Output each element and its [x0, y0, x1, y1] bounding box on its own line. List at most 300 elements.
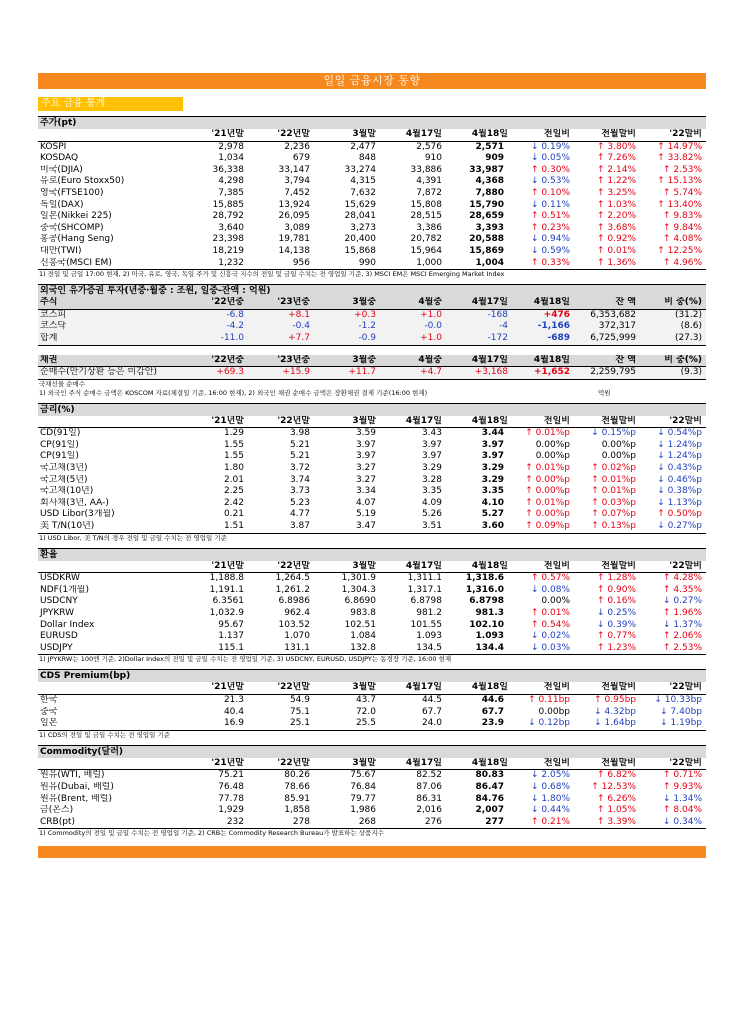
change-value: 0.00%: [541, 596, 570, 607]
cell-value: 7,632: [350, 187, 376, 198]
cell-value: -4: [499, 321, 508, 332]
row-label: 중국(SHCOMP): [40, 222, 104, 233]
column-header: '22년중: [178, 355, 244, 367]
change-value: ↑ 0.16%: [597, 596, 636, 607]
change-value: ↓ 0.12bp: [508, 718, 574, 730]
cell-value: 278: [244, 817, 310, 829]
row-label: 원유(WTI, 배럴): [40, 770, 105, 781]
table-row: [38, 521, 706, 533]
share-value: (8.6): [680, 321, 702, 332]
share-value: (31.2): [674, 309, 702, 320]
cell-value: -11.0: [178, 333, 244, 345]
column-header: '22말비: [640, 416, 706, 428]
cell-value: 4,368: [475, 176, 504, 187]
row-label: 대만(TWI): [40, 245, 82, 256]
column-header: 4월17일: [376, 416, 442, 428]
cell-value: 5.23: [289, 497, 310, 508]
cell-value: 1.55: [223, 439, 244, 450]
cell-value: 6.8798: [410, 596, 442, 607]
cell-value: 4,391: [416, 176, 442, 187]
column-header: 3월말: [310, 758, 376, 770]
column-header: [38, 682, 178, 694]
cell-value: 981.2: [416, 608, 442, 618]
cell-value: 7,872: [416, 187, 442, 198]
row-label: USD Libor(3개월): [40, 509, 115, 520]
cell-value: 67.7: [481, 706, 504, 717]
cell-value: 2,007: [475, 805, 504, 816]
cell-value: 2.42: [223, 497, 244, 508]
table-row: [38, 707, 706, 719]
cell-value: 4.10: [481, 497, 504, 508]
cell-value: 3.29: [481, 474, 504, 485]
row-label: 영국(FTSE100): [40, 187, 104, 198]
column-header: 3월중: [310, 297, 376, 309]
cell-value: 103.52: [278, 619, 310, 630]
cell-value: 3.43: [421, 428, 442, 439]
change-value: ↑ 0.33%: [508, 258, 574, 270]
row-label: 신흥국(MSCI EM): [38, 258, 178, 270]
row-label: USDJPY: [38, 643, 178, 655]
footer-bar: [38, 846, 706, 858]
column-header: '22년말: [244, 561, 310, 573]
cell-value: 15,790: [469, 199, 504, 210]
cell-value: 1.51: [178, 521, 244, 533]
change-value: ↑ 0.50%p: [657, 509, 702, 520]
cell-value: 15,868: [344, 245, 376, 256]
cell-value: 3.29: [481, 463, 504, 474]
foreign-header: 외국인 유가증권 투자(년중·월중 : 조원, 일중-잔액 : 억원): [38, 284, 706, 297]
cell-value: 2,576: [416, 141, 442, 152]
change-value: ↑ 1.96%: [663, 608, 702, 618]
cell-value: 3.97: [481, 439, 504, 450]
foreign-equity-table: [38, 297, 706, 345]
cell-value: 3,273: [350, 222, 376, 233]
cds-header: CDS Premium(bp): [38, 669, 706, 682]
change-value: ↓ 0.59%: [531, 245, 570, 256]
column-header: 4월18일: [508, 297, 574, 309]
cell-value: 15,964: [410, 245, 442, 256]
column-header: 4월18일: [442, 682, 508, 694]
cell-value: 5.27: [481, 509, 504, 520]
table-header-row: [38, 297, 706, 309]
cell-value: 75.67: [350, 770, 376, 781]
cell-value: 23.9: [442, 718, 508, 730]
change-value: ↓ 0.34%: [640, 817, 706, 829]
cell-value: 131.1: [244, 643, 310, 655]
table-row: [38, 165, 706, 177]
column-header: '21년말: [178, 682, 244, 694]
cell-value: 3.97: [481, 451, 504, 462]
balance-value: 6,353,682: [590, 309, 636, 320]
cell-value: 3.72: [289, 463, 310, 474]
change-value: ↓ 1.24%p: [657, 451, 702, 462]
cell-value: 101.55: [410, 619, 442, 630]
cds-table: [38, 682, 706, 730]
foreign-section: [38, 284, 706, 398]
column-header: 3월중: [310, 355, 376, 367]
change-value: ↑ 4.28%: [663, 573, 702, 584]
cell-value: 1,317.1: [407, 584, 442, 595]
share-value: (27.3): [640, 333, 706, 345]
cell-value: 3.29: [421, 463, 442, 474]
cell-value: 44.6: [481, 694, 504, 705]
cell-value: 1,318.6: [465, 573, 504, 584]
cell-value: 75.1: [289, 706, 310, 717]
stocks-section: [38, 116, 706, 279]
change-value: ↓ 0.94%: [531, 234, 570, 245]
change-value: ↑ 0.51%: [531, 211, 570, 222]
change-value: ↑ 2.53%: [663, 164, 702, 175]
change-value: ↑ 9.93%: [663, 781, 702, 792]
change-value: ↑ 0.30%: [531, 164, 570, 175]
cell-value: 232: [178, 817, 244, 829]
change-value: ↑ 9.83%: [663, 211, 702, 222]
cell-value: 36,338: [212, 164, 244, 175]
table-row: [38, 573, 706, 585]
row-label: KOSDAQ: [40, 153, 79, 164]
table-row: [38, 620, 706, 632]
cell-value: 15,885: [212, 199, 244, 210]
report-title: 일일 금융시장 동향: [38, 73, 706, 89]
cell-value: 82.52: [416, 770, 442, 781]
cell-value: 2,477: [350, 141, 376, 152]
column-header: 전월말비: [574, 416, 640, 428]
row-label: 독일(DAX): [40, 199, 84, 210]
commodity-section: [38, 745, 706, 839]
column-header: '21년말: [178, 129, 244, 141]
cell-value: 1.29: [223, 428, 244, 439]
row-label: 일본: [38, 718, 178, 730]
change-value: ↑ 0.77%: [597, 631, 636, 642]
change-value: ↓ 0.54%p: [657, 428, 702, 439]
cell-value: 16.9: [178, 718, 244, 730]
cell-value: 7,452: [284, 187, 310, 198]
cell-value: 3.98: [289, 428, 310, 439]
row-label: 한국: [40, 694, 58, 705]
column-header: '22년중: [178, 297, 244, 309]
cell-value: 3.97: [421, 451, 442, 462]
change-value: ↑ 1.36%: [574, 258, 640, 270]
column-header: '22말비: [640, 129, 706, 141]
table-row: [38, 608, 706, 620]
cell-value: 15,869: [469, 245, 504, 256]
cell-value: 6.8690: [344, 596, 376, 607]
table-row: [38, 188, 706, 200]
change-value: ↑ 3.25%: [597, 187, 636, 198]
change-value: ↑ 2.53%: [640, 643, 706, 655]
change-value: ↑ 6.82%: [597, 770, 636, 781]
cell-value: 3.47: [310, 521, 376, 533]
cell-value: 15,629: [344, 199, 376, 210]
cell-value: +15.9: [244, 367, 310, 380]
cell-value: 20,782: [410, 234, 442, 245]
change-value: ↓ 1.37%: [663, 619, 702, 630]
change-value: ↑ 0.01%p: [525, 428, 570, 439]
cell-value: 1.084: [350, 631, 376, 642]
cell-value: 3.34: [355, 486, 376, 497]
cell-value: 15,808: [410, 199, 442, 210]
column-header: 3월말: [310, 561, 376, 573]
column-header: 4월17일: [376, 682, 442, 694]
change-value: ↓ 0.44%: [531, 805, 570, 816]
row-label: NDF(1개월): [40, 584, 89, 595]
column-header: 4월중: [376, 297, 442, 309]
cell-value: 115.1: [178, 643, 244, 655]
column-header: '21년말: [178, 561, 244, 573]
change-value: ↑ 0.00%p: [525, 486, 570, 497]
change-value: ↓ 2.05%: [531, 770, 570, 781]
table-row: [38, 585, 706, 597]
cell-value: +1.0: [376, 333, 442, 345]
change-value: ↓ 7.40bp: [660, 706, 702, 717]
cell-value: +1,652: [508, 367, 574, 380]
cell-value: 67.7: [421, 706, 442, 717]
foreign-bond-table: [38, 355, 706, 380]
cell-value: 28,041: [344, 211, 376, 222]
column-header: 전일비: [508, 561, 574, 573]
table-row: [38, 805, 706, 817]
column-header: 4월17일: [376, 561, 442, 573]
row-label: CP(91일): [40, 439, 79, 450]
change-value: ↓ 0.03%: [508, 643, 574, 655]
column-header: '21년말: [178, 758, 244, 770]
change-value: ↑ 0.13%p: [574, 521, 640, 533]
cell-value: 6.3561: [212, 596, 244, 607]
column-header: 3월말: [310, 129, 376, 141]
table-row: [38, 451, 706, 463]
column-header: '23년중: [244, 355, 310, 367]
change-value: ↓ 0.68%: [531, 781, 570, 792]
cell-value: 95.67: [218, 619, 244, 630]
change-value: ↑ 6.26%: [597, 793, 636, 804]
cell-value: +69.3: [178, 367, 244, 380]
cell-value: 1.093: [475, 631, 504, 642]
change-value: ↑ 0.01%: [597, 245, 636, 256]
cell-value: 87.06: [416, 781, 442, 792]
table-row: [38, 200, 706, 212]
table-row: [38, 794, 706, 806]
column-header: '22년말: [244, 129, 310, 141]
change-value: 0.00%p: [535, 439, 570, 450]
fx-header: 환율: [38, 548, 706, 561]
cell-value: 40.4: [223, 706, 244, 717]
cell-value: 5.21: [289, 451, 310, 462]
change-value: 0.00%p: [601, 439, 636, 450]
cell-value: -168: [487, 309, 508, 320]
change-value: ↓ 1.19bp: [640, 718, 706, 730]
rates-section: [38, 403, 706, 543]
table-row: [38, 770, 706, 782]
cell-value: 1,191.1: [209, 584, 244, 595]
cell-value: 1.137: [218, 631, 244, 642]
row-label: 코스닥: [40, 321, 67, 332]
cell-value: 276: [376, 817, 442, 829]
cell-value: 3,794: [284, 176, 310, 187]
cell-value: 6.8986: [278, 596, 310, 607]
change-value: ↑ 1.03%: [597, 199, 636, 210]
cell-value: 1,264.5: [275, 573, 310, 584]
column-header: 3월말: [310, 682, 376, 694]
table-row: [38, 475, 706, 487]
cell-value: 26,095: [278, 211, 310, 222]
row-label: 중국: [40, 706, 58, 717]
column-header: 4월18일: [442, 561, 508, 573]
commodity-table: [38, 758, 706, 830]
cell-value: -689: [508, 333, 574, 345]
cell-value: 1,304.3: [341, 584, 376, 595]
cell-value: 5.21: [289, 439, 310, 450]
column-header: 전일비: [508, 682, 574, 694]
cell-value: 1,261.2: [275, 584, 310, 595]
change-value: ↑ 0.54%: [531, 619, 570, 630]
change-value: ↑ 0.01%p: [591, 486, 636, 497]
change-value: ↑ 13.40%: [657, 199, 702, 210]
table-row: [38, 428, 706, 440]
column-header: 전월말비: [574, 758, 640, 770]
table-row: [38, 718, 706, 730]
table-row: [38, 631, 706, 643]
column-header: '22말비: [640, 682, 706, 694]
change-value: ↓ 0.11%: [531, 199, 570, 210]
cell-value: 1,311.1: [407, 573, 442, 584]
change-value: ↑ 0.57%: [531, 573, 570, 584]
row-label: 순매수(만기상환 등은 미감안): [38, 367, 178, 380]
cell-value: 1,000: [376, 258, 442, 270]
cell-value: 990: [310, 258, 376, 270]
cell-value: -1,166: [537, 321, 570, 332]
cell-value: 956: [244, 258, 310, 270]
report-page: [38, 73, 706, 858]
cell-value: 33,147: [278, 164, 310, 175]
cell-value: +476: [543, 309, 570, 320]
cell-value: +8.1: [288, 309, 310, 320]
column-header: 4월18일: [442, 416, 508, 428]
row-label: 국고채(3년): [40, 463, 88, 474]
row-label: 금(온스): [40, 805, 74, 816]
change-value: ↓ 10.33bp: [654, 694, 702, 705]
cell-value: 134.5: [376, 643, 442, 655]
cell-value: 3.97: [421, 439, 442, 450]
row-label: 美 T/N(10년): [38, 521, 178, 533]
cell-value: 1,004: [442, 258, 508, 270]
cell-value: 80.83: [475, 770, 504, 781]
change-value: ↑ 4.08%: [663, 234, 702, 245]
column-header: '21년말: [178, 416, 244, 428]
change-value: ↑ 0.09%p: [508, 521, 574, 533]
table-header-row: [38, 758, 706, 770]
cell-value: +3,168: [442, 367, 508, 380]
change-value: ↓ 1.64bp: [574, 718, 640, 730]
cell-value: 28,792: [212, 211, 244, 222]
cell-value: 1,301.9: [341, 573, 376, 584]
column-header: 잔 액: [574, 297, 640, 309]
cell-value: 102.51: [344, 619, 376, 630]
column-header: 4월17일: [376, 129, 442, 141]
change-value: ↑ 4.96%: [640, 258, 706, 270]
cell-value: 21.3: [223, 694, 244, 705]
change-value: ↓ 0.27%p: [640, 521, 706, 533]
cell-value: 3.97: [355, 439, 376, 450]
cell-value: 2,016: [416, 805, 442, 816]
cell-value: 102.10: [469, 619, 504, 630]
cell-value: 4.77: [289, 509, 310, 520]
row-label: EURUSD: [40, 631, 78, 642]
change-value: ↑ 2.06%: [663, 631, 702, 642]
table-row: [38, 309, 706, 321]
table-header-row: [38, 129, 706, 141]
cell-value: 2.01: [223, 474, 244, 485]
change-value: ↑ 7.26%: [597, 153, 636, 164]
column-header: 4월중: [376, 355, 442, 367]
foreign-note: [38, 389, 706, 398]
cell-value: 44.5: [421, 694, 442, 705]
rates-table: [38, 416, 706, 534]
column-header: 4월17일: [442, 355, 508, 367]
change-value: ↑ 15.13%: [657, 176, 702, 187]
cell-value: 14,138: [278, 245, 310, 256]
cell-value: 20,588: [469, 234, 504, 245]
column-header: 전일비: [508, 758, 574, 770]
cell-value: 72.0: [355, 706, 376, 717]
column-header: '22년말: [244, 416, 310, 428]
column-header: '23년중: [244, 297, 310, 309]
table-row: [38, 258, 706, 270]
column-header: 잔 액: [574, 355, 640, 367]
cell-value: +0.3: [354, 309, 376, 320]
cds-note: 1) CDS의 전일 및 금일 수치는 전 영업일 기준: [39, 730, 171, 739]
cell-value: 2,978: [218, 141, 244, 152]
column-header: 전일비: [508, 416, 574, 428]
change-value: ↑ 3.80%: [597, 141, 636, 152]
change-value: ↓ 1.34%: [663, 793, 702, 804]
cell-value: 6.8798: [469, 596, 504, 607]
table-row: [38, 246, 706, 258]
cell-value: 679: [292, 153, 310, 164]
rates-header: 금리(%): [38, 403, 706, 416]
cell-value: 134.4: [442, 643, 508, 655]
commodity-note: 1) Commodity의 전일 및 금일 수치는 전 영업일 기준, 2) CRB는 Commodity Research Bureau가 발표하는 상품지수: [39, 829, 384, 838]
cell-value: 78.66: [284, 781, 310, 792]
change-value: ↓ 0.46%p: [657, 474, 702, 485]
cell-value: 3.27: [355, 463, 376, 474]
column-header: '22년말: [244, 758, 310, 770]
table-row: [38, 141, 706, 153]
cell-value: 0.21: [223, 509, 244, 520]
cell-value: 3.60: [442, 521, 508, 533]
cell-value: 3,640: [218, 222, 244, 233]
cell-value: 910: [424, 153, 442, 164]
column-header: 비 중(%): [640, 355, 706, 367]
change-value: ↓ 1.24%p: [657, 439, 702, 450]
change-value: ↑ 8.04%: [663, 805, 702, 816]
cell-value: 3.97: [355, 451, 376, 462]
table-row: [38, 223, 706, 235]
table-header-row: [38, 561, 706, 573]
change-value: 0.00%p: [601, 451, 636, 462]
row-label: 국고채(10년): [40, 486, 94, 497]
table-row: [38, 596, 706, 608]
foreign-note-top: 국채선물 순매수: [39, 379, 86, 388]
change-value: ↓ 4.32bp: [594, 706, 636, 717]
change-value: ↑ 0.95bp: [594, 694, 636, 705]
balance-value: 2,259,795: [574, 367, 640, 380]
cell-value: 1,232: [178, 258, 244, 270]
change-value: ↑ 0.00%p: [525, 509, 570, 520]
cell-value: 3,089: [284, 222, 310, 233]
cell-value: 3.28: [421, 474, 442, 485]
cell-value: 132.8: [310, 643, 376, 655]
change-value: ↓ 1.80%: [531, 793, 570, 804]
